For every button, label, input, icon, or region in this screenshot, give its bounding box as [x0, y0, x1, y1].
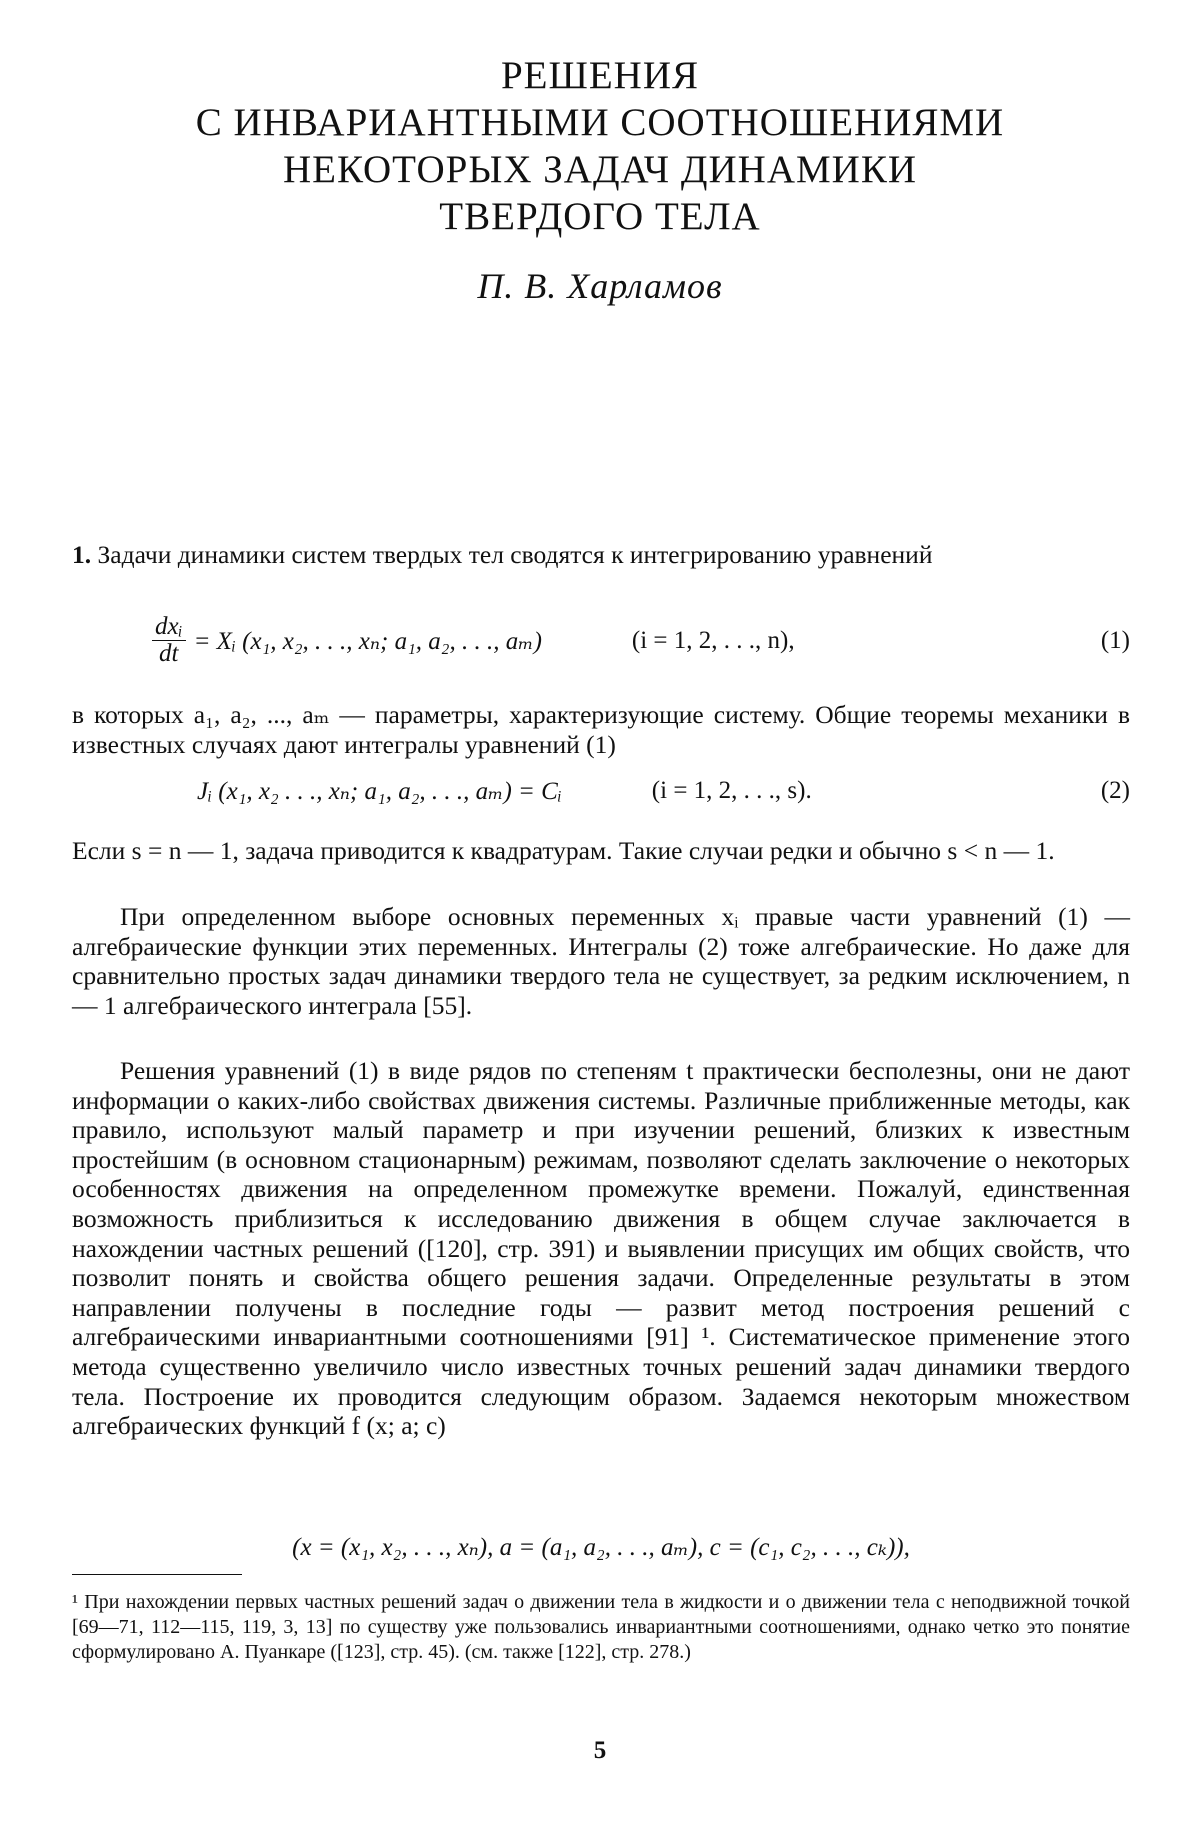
paragraph-after-eq1: в которых a₁, a₂, ..., aₘ — параметры, характеризующие систему. Общие теоремы механики в известных случаях дают интегралы уравнений (1): [72, 700, 1130, 759]
section-number: 1.: [72, 540, 92, 569]
equation-1-label: (1): [1100, 626, 1130, 654]
title-line-3: НЕКОТОРЫХ ЗАДАЧ ДИНАМИКИ: [282, 148, 918, 191]
paragraph-3: При определенном выборе основных переменных xᵢ правые части уравнений (1) — алгебраические функции этих переменных. Интегралы (2) тоже алгебраические. Но даже для сравнительно простых задач динамики твердого тела не существует, за редким исключением, n — 1 алгебраического интеграла [55].: [72, 902, 1130, 1020]
equation-3-body: (x = (x₁, x₂, . . ., xₙ), a = (a₁, a₂, . . ., aₘ), c = (c₁, c₂, . . ., cₖ)),: [292, 1534, 910, 1561]
equation-1-numerator: dxᵢ: [152, 614, 186, 641]
title-line-4: ТВЕРДОГО ТЕЛА: [439, 195, 761, 238]
equation-1-denominator: dt: [159, 640, 179, 667]
footnote-divider: [72, 1574, 242, 1575]
author-name: П. В. Харламов: [477, 266, 723, 306]
equation-1: [72, 614, 1130, 667]
page-title: [0, 52, 1200, 240]
page-number: 5: [593, 1737, 607, 1764]
equation-2-label: (2): [1100, 777, 1130, 804]
equation-3: [72, 1532, 1130, 1562]
equation-1-range: (i = 1, 2, . . ., n),: [631, 626, 795, 654]
equation-1-fraction: [152, 614, 186, 667]
footnote: ¹ При нахождении первых частных решений задач о движении тела в жидкости и о движении тела с неподвижной точкой [69—71, 112—115, 119, 3, 13] по существу уже пользовались инвариантными соотношениями, однако четко это понятие сформулировано А. Пуанкаре ([123], стр. 45). (см. также [122], стр. 278.): [72, 1591, 1130, 1663]
paragraph-4: Решения уравнений (1) в виде рядов по степеням t практически бесполезны, они не дают информации о каких-либо свойствах движения системы. Различные приближенные методы, как правило, используют малый параметр и при изучении решений, близких к известным простейшим (в основном стационарным) режимам, позволяют сделать заключение о некоторых особенностях движения на определенном промежутке времени. Пожалуй, единственная возможность приблизиться к исследованию движения в общем случае заключается в нахождении частных решений ([120], стр. 391) и выявлении присущих им общих свойств, что позволит понять и свойства общего решения задачи. Определенные результаты в этом направлении получены в последние годы — развит метод построения решений с алгебраическими инвариантными соотношениями [91] ¹. Систематическое применение этого метода существенно увеличило число известных точных решений задач динамики твердого тела. Построение их проводится следующим образом. Задаемся некоторым множеством алгебраических функций f (x; a; c): [72, 1056, 1130, 1441]
title-line-1: РЕШЕНИЯ: [500, 54, 700, 97]
section-intro-text: Задачи динамики систем твердых тел сводятся к интегрированию уравнений: [97, 540, 933, 569]
title-line-2: С ИНВАРИАНТНЫМИ СООТНОШЕНИЯМИ: [195, 101, 1005, 144]
equation-2: [72, 776, 1130, 806]
section-intro: [72, 540, 1130, 570]
equation-2-body: Jᵢ (x₁, x₂ . . ., xₙ; a₁, a₂, . . ., aₘ) = Cᵢ: [197, 778, 562, 805]
equation-2-range: (i = 1, 2, . . ., s).: [651, 777, 812, 804]
paragraph-after-eq2: Если s = n — 1, задача приводится к квадратурам. Такие случаи редки и обычно s < n — 1.: [72, 836, 1055, 865]
equation-1-body: = Xᵢ (x₁, x₂, . . ., xₙ; a₁, a₂, . . ., aₘ): [193, 627, 542, 655]
